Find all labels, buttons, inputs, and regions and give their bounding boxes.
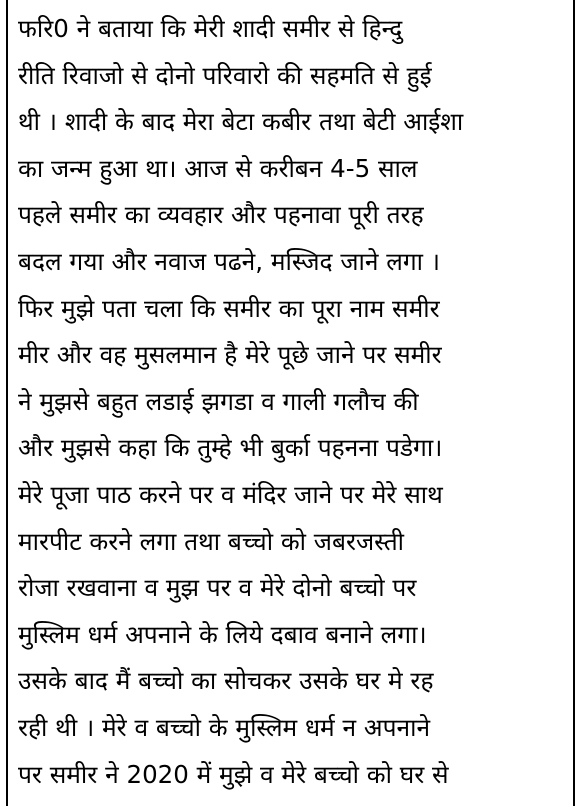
text-line: पहले समीर का व्यवहार और पहनावा पूरी तरह — [18, 200, 424, 230]
text-line: मुस्लिम धर्म अपनाने के लिये दबाव बनाने लगा। — [18, 619, 427, 649]
text-line: फिर मुझे पता चला कि समीर का पूरा नाम समीर — [18, 293, 440, 323]
text-line: रोजा रखवाना व मुझ पर व मेरे दोनो बच्चो पर — [18, 573, 417, 603]
text-line: मारपीट करने लगा तथा बच्चो को जबरजस्ती — [18, 526, 405, 556]
text-line: ने मुझसे बहुत लडाई झगडा व गाली गलौच की — [18, 386, 419, 416]
document-frame — [6, 0, 575, 806]
text-line: रीति रिवाजो से दोनो परिवारो की सहमति से हुई — [18, 60, 432, 90]
text-line: और मुझसे कहा कि तुम्हे भी बुर्का पहनना पडेगा। — [18, 433, 443, 463]
text-line: मेरे पूजा पाठ करने पर व मंदिर जाने पर मेरे साथ — [18, 479, 443, 509]
text-line: उसके बाद मैं बच्चो का सोचकर उसके घर मे रह — [18, 666, 434, 696]
text-line: फरि0 ने बताया कि मेरी शादी समीर से हिन्दु — [18, 14, 403, 43]
text-line: पर समीर ने 2020 में मुझे व मेरे बच्चो को घर से — [18, 759, 449, 789]
text-line: का जन्म हुआ था। आज से करीबन 4-5 साल — [18, 153, 418, 183]
text-line: थी । शादी के बाद मेरा बेटा कबीर तथा बेटी आईशा — [18, 107, 464, 137]
text-line: रही थी । मेरे व बच्चो के मुस्लिम धर्म न अपनाने — [18, 712, 431, 742]
text-line: मीर और वह मुसलमान है मेरे पूछे जाने पर समीर — [18, 340, 442, 370]
text-line: बदल गया और नवाज पढने, मस्जिद जाने लगा । — [18, 246, 441, 276]
document-text — [8, 0, 573, 798]
